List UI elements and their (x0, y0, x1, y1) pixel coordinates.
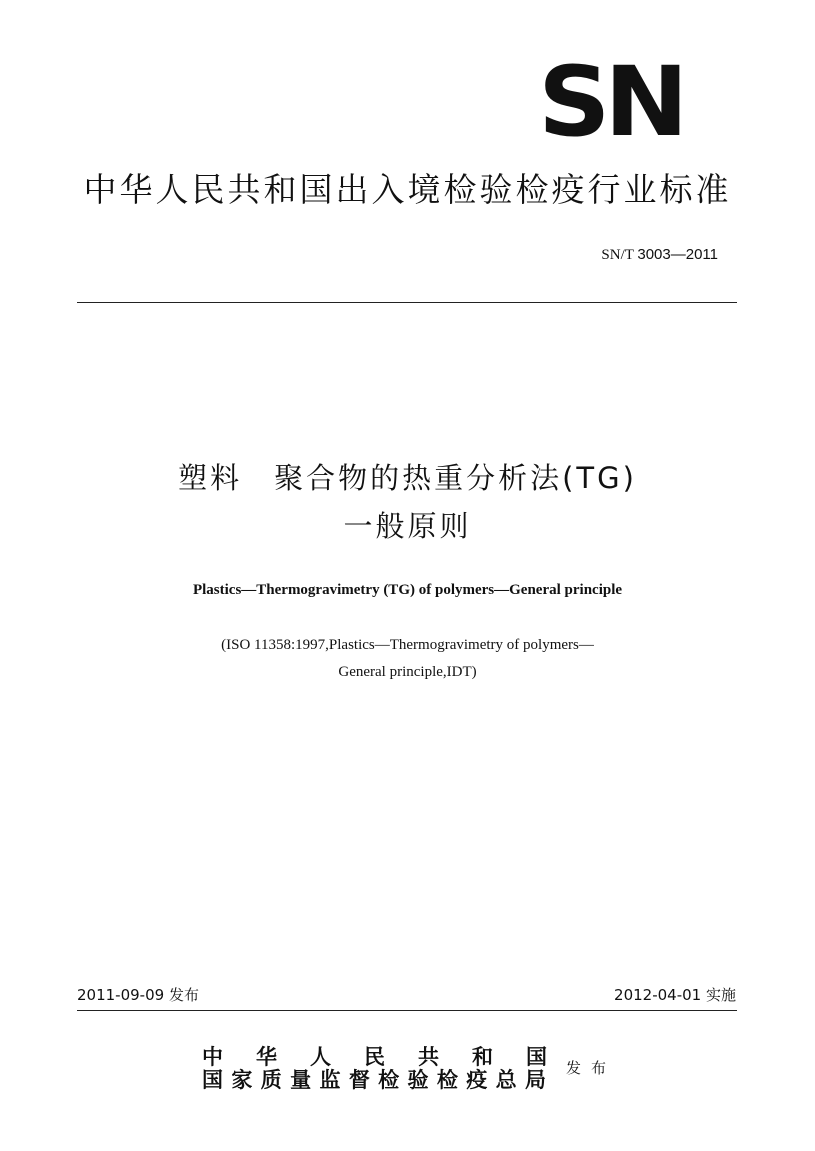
reference-line1: (ISO 11358:1997,Plastics—Thermogravimetry of polymers— (221, 637, 594, 653)
reference-line2: General principle,IDT) (338, 664, 477, 680)
title-en: Plastics—Thermogravimetry (TG) of polymers—General principle (192, 582, 623, 598)
sn-logo: SN (538, 46, 683, 158)
title-cn-line1: 塑料 聚合物的热重分析法(TG) (178, 461, 637, 495)
standard-code-prefix: SN/T (601, 247, 634, 263)
issue-date: 2011-09-09 发布 (77, 986, 199, 1004)
top-divider (77, 302, 737, 303)
standard-code (420, 245, 718, 265)
publish-label: 发布 (566, 1059, 617, 1077)
publisher-line1: 中华人民共和国 (202, 1044, 547, 1069)
publisher-line2: 国家质量监督检验检疫总局 (202, 1067, 547, 1092)
bottom-divider (77, 1010, 737, 1011)
implementation-date: 2012-04-01 实施 (614, 986, 736, 1004)
standard-code-number: 3003—2011 (637, 246, 718, 263)
standard-body-heading: 中华人民共和国出入境检验检疫行业标准 (83, 170, 732, 209)
title-cn-line2: 一般原则 (343, 509, 472, 543)
